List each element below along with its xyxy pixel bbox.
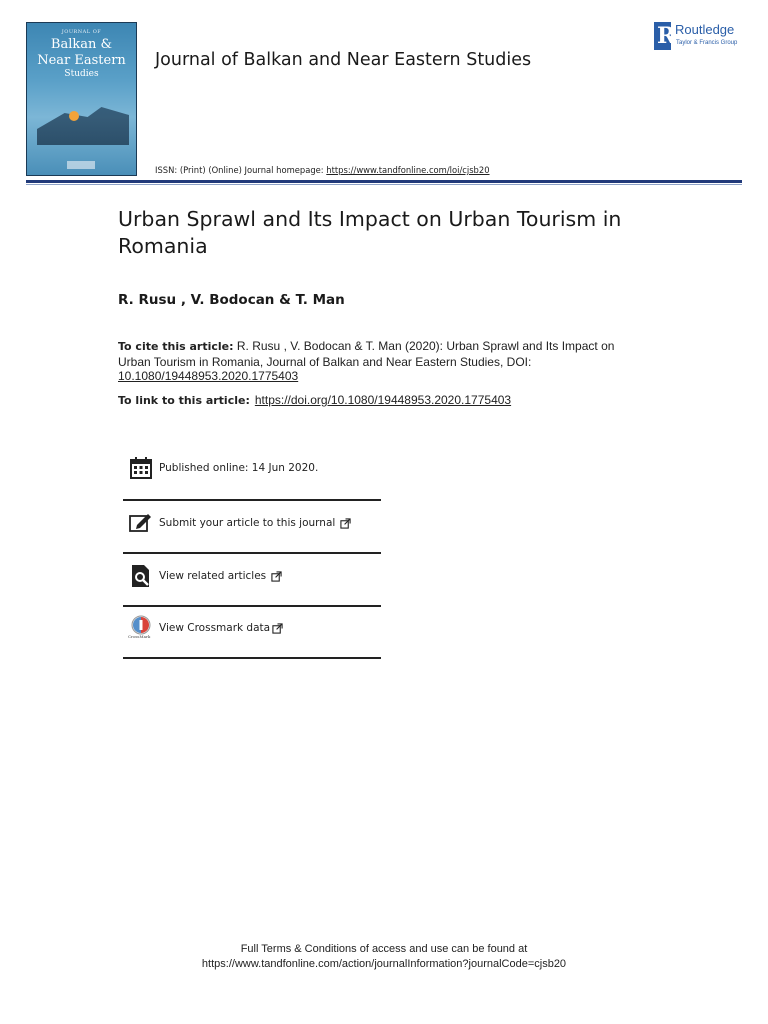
cite-text: R. Rusu , V. Bodocan & T. Man (2020): Urban Sprawl and Its Impact on Urban Tourism in Romania, Journal of Balkan and Near Eastern Studies, DOI: [118,339,615,369]
issn-line [155,165,490,175]
edit-icon [126,508,156,538]
related-articles-link[interactable]: View related articles [159,570,267,582]
crossmark-link[interactable]: View Crossmark data [159,622,271,634]
article-link-block [118,393,511,407]
footer-terms-url[interactable]: https://www.tandfonline.com/action/journalInformation?journalCode=cjsb20 [201,958,567,970]
publisher-name: Routledge [675,22,735,37]
article-doi-link[interactable]: https://doi.org/10.1080/19448953.2020.1775403 [254,393,512,407]
cover-title-line-1: Balkan & [50,37,113,52]
crossmark-row[interactable] [123,602,381,654]
published-online-text: Published online: 14 Jun 2020. [159,462,319,474]
search-document-icon [126,561,156,591]
cite-label: To cite this article: [118,340,234,353]
publisher-mark-letter: R [657,23,676,49]
cite-doi-link[interactable]: 10.1080/19448953.2020.1775403 [118,369,299,383]
external-link-icon [272,623,283,634]
issn-label: ISSN: (Print) (Online) Journal homepage: [155,165,327,175]
list-divider [123,657,381,659]
header-divider-thin [26,184,742,185]
external-link-icon [271,571,282,582]
journal-homepage-link[interactable]: https://www.tandfonline.com/loi/cjsb20 [326,165,490,175]
routledge-r-icon [654,22,676,50]
cover-top-text: JOURNAL OF [61,29,102,35]
cover-publisher-logo [67,161,95,169]
related-articles-row[interactable] [123,550,381,602]
article-title: Urban Sprawl and Its Impact on Urban Tourism in Romania [118,207,622,258]
crossmark-logo-text: CrossMark [128,634,151,639]
link-label: To link to this article: [118,394,250,407]
citation-block [118,339,638,384]
cover-title-line-2: Near Eastern [37,53,126,68]
journal-cover-image [26,22,137,176]
cover-pier-graphic [37,105,129,145]
published-online-row [123,442,381,494]
footer [0,942,768,972]
external-link-icon [340,518,351,529]
publisher-logo [654,20,750,52]
publisher-group: Taylor & Francis Group [676,40,738,46]
header-divider [26,180,742,183]
cover-title-line-3: Studies [64,69,99,79]
cover-sun-graphic [69,111,79,121]
journal-title: Journal of Balkan and Near Eastern Studies [155,50,532,70]
submit-article-link[interactable]: Submit your article to this journal [159,517,336,529]
calendar-icon [126,453,156,483]
footer-terms-line: Full Terms & Conditions of access and use can be found at [240,943,528,955]
article-authors: R. Rusu , V. Bodocan & T. Man [118,292,345,308]
submit-article-row[interactable] [123,497,381,549]
